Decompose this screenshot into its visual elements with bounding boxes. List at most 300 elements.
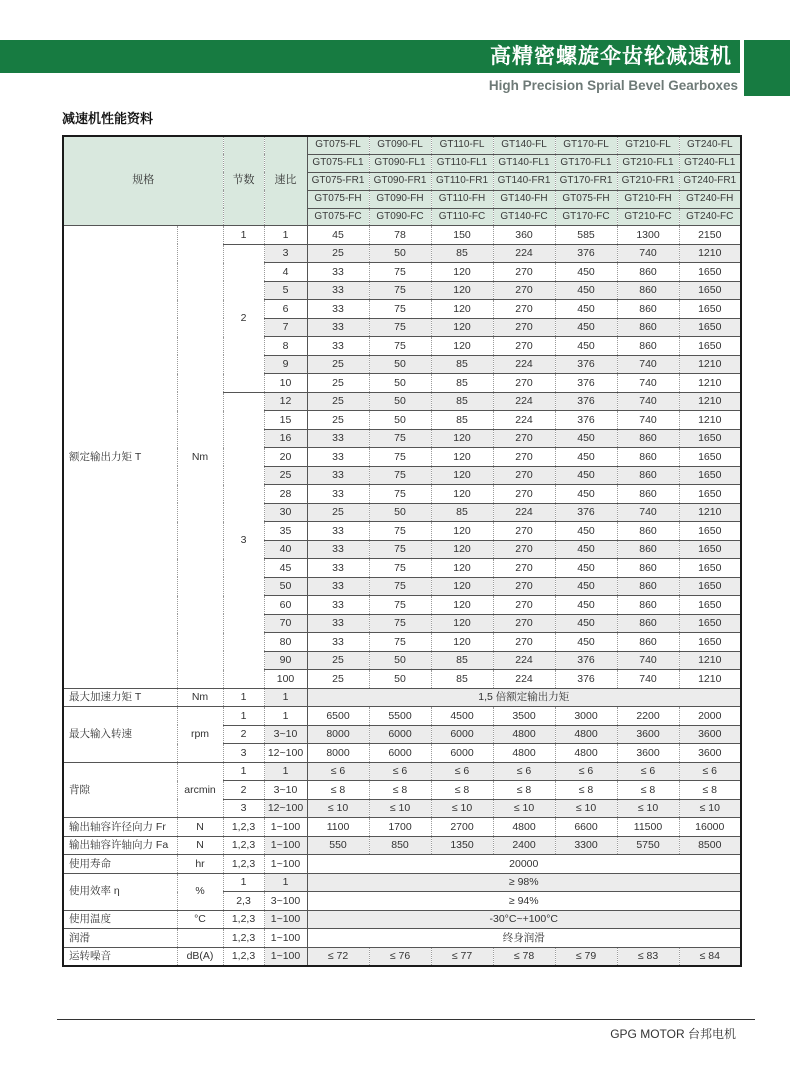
value-cell: 75 <box>369 448 431 467</box>
spec-unit-cell: N <box>177 818 223 837</box>
stages-cell: 3 <box>223 744 264 763</box>
ratio-cell: 10 <box>264 374 307 393</box>
value-cell: 224 <box>493 503 555 522</box>
model-header-cell: GT090-FL1 <box>369 154 431 172</box>
value-cell: 860 <box>617 300 679 319</box>
value-span-cell: 终身润滑 <box>307 929 741 948</box>
value-cell: 376 <box>555 355 617 374</box>
ratio-cell: 15 <box>264 411 307 430</box>
value-cell: 450 <box>555 485 617 504</box>
ratio-cell: 1~100 <box>264 929 307 948</box>
value-cell: 75 <box>369 263 431 282</box>
value-cell: 450 <box>555 300 617 319</box>
value-cell: 120 <box>431 559 493 578</box>
value-cell: 45 <box>307 226 369 245</box>
value-cell: 75 <box>369 522 431 541</box>
value-cell: 50 <box>369 503 431 522</box>
value-cell: 740 <box>617 244 679 263</box>
value-cell: 450 <box>555 448 617 467</box>
value-cell: 120 <box>431 337 493 356</box>
value-cell: ≤ 8 <box>679 781 741 800</box>
stages-cell: 1,2,3 <box>223 818 264 837</box>
banner-corner-block <box>744 40 790 96</box>
value-cell: 1210 <box>679 503 741 522</box>
value-cell: 860 <box>617 337 679 356</box>
value-cell: 224 <box>493 392 555 411</box>
value-cell: 33 <box>307 448 369 467</box>
stages-cell: 1 <box>223 707 264 726</box>
value-cell: 25 <box>307 392 369 411</box>
value-span-cell: ≥ 98% <box>307 873 741 892</box>
value-cell: 270 <box>493 374 555 393</box>
value-cell: 376 <box>555 670 617 689</box>
spec-name-cell: 润滑 <box>63 929 177 948</box>
value-cell: ≤ 8 <box>555 781 617 800</box>
stages-cell: 1 <box>223 762 264 781</box>
value-cell: 50 <box>369 651 431 670</box>
value-cell: 8000 <box>307 744 369 763</box>
value-cell: 5500 <box>369 707 431 726</box>
value-cell: 50 <box>369 411 431 430</box>
value-cell: ≤ 6 <box>307 762 369 781</box>
value-cell: 450 <box>555 633 617 652</box>
value-cell: ≤ 10 <box>307 799 369 818</box>
value-cell: 450 <box>555 540 617 559</box>
value-cell: 740 <box>617 411 679 430</box>
ratio-cell: 1 <box>264 226 307 245</box>
value-cell: 270 <box>493 429 555 448</box>
value-cell: 224 <box>493 355 555 374</box>
value-cell: 3300 <box>555 836 617 855</box>
spec-name-cell: 额定输出力矩 T <box>63 226 177 689</box>
value-cell: 1650 <box>679 337 741 356</box>
value-cell: 33 <box>307 300 369 319</box>
model-header-cell: GT170-FL <box>555 136 617 154</box>
ratio-cell: 9 <box>264 355 307 374</box>
value-cell: 25 <box>307 244 369 263</box>
value-cell: 270 <box>493 485 555 504</box>
value-cell: 150 <box>431 226 493 245</box>
stages-cell: 1,2,3 <box>223 929 264 948</box>
value-cell: 33 <box>307 577 369 596</box>
value-cell: 120 <box>431 466 493 485</box>
model-header-cell: GT075-FR1 <box>307 172 369 190</box>
value-cell: ≤ 10 <box>431 799 493 818</box>
value-cell: ≤ 6 <box>617 762 679 781</box>
value-cell: 740 <box>617 374 679 393</box>
value-cell: 376 <box>555 244 617 263</box>
ratio-cell: 1~100 <box>264 818 307 837</box>
value-cell: 1650 <box>679 596 741 615</box>
value-cell: ≤ 79 <box>555 947 617 966</box>
value-cell: 33 <box>307 633 369 652</box>
value-cell: 450 <box>555 522 617 541</box>
value-cell: 1350 <box>431 836 493 855</box>
value-cell: 1650 <box>679 540 741 559</box>
value-cell: 270 <box>493 540 555 559</box>
value-cell: 75 <box>369 614 431 633</box>
model-header-cell: GT210-FL1 <box>617 154 679 172</box>
value-cell: ≤ 10 <box>555 799 617 818</box>
value-cell: 3000 <box>555 707 617 726</box>
ratio-cell: 50 <box>264 577 307 596</box>
spec-name-cell: 最大加速力矩 T <box>63 688 177 707</box>
value-cell: 860 <box>617 522 679 541</box>
model-header-cell: GT170-FC <box>555 208 617 226</box>
value-cell: ≤ 8 <box>431 781 493 800</box>
model-header-cell: GT210-FL <box>617 136 679 154</box>
ratio-cell: 7 <box>264 318 307 337</box>
value-cell: 120 <box>431 429 493 448</box>
value-cell: 270 <box>493 614 555 633</box>
model-header-cell: GT090-FR1 <box>369 172 431 190</box>
value-cell: 120 <box>431 577 493 596</box>
value-cell: 25 <box>307 670 369 689</box>
model-header-cell: GT140-FL1 <box>493 154 555 172</box>
model-header-cell: GT110-FL <box>431 136 493 154</box>
model-header-cell: GT210-FH <box>617 190 679 208</box>
value-cell: 75 <box>369 318 431 337</box>
model-header-cell: GT240-FL <box>679 136 741 154</box>
value-cell: 1210 <box>679 392 741 411</box>
ratio-cell: 70 <box>264 614 307 633</box>
model-header-cell: GT240-FH <box>679 190 741 208</box>
value-cell: 75 <box>369 337 431 356</box>
value-cell: 224 <box>493 670 555 689</box>
value-cell: 6600 <box>555 818 617 837</box>
value-cell: ≤ 8 <box>307 781 369 800</box>
ratio-cell: 1~100 <box>264 836 307 855</box>
value-cell: 740 <box>617 355 679 374</box>
value-cell: ≤ 10 <box>617 799 679 818</box>
value-cell: 270 <box>493 318 555 337</box>
value-cell: 376 <box>555 503 617 522</box>
value-cell: 1650 <box>679 559 741 578</box>
value-cell: 75 <box>369 596 431 615</box>
value-cell: 860 <box>617 263 679 282</box>
value-cell: 120 <box>431 485 493 504</box>
value-cell: 75 <box>369 281 431 300</box>
value-cell: 25 <box>307 355 369 374</box>
spec-unit-cell: Nm <box>177 688 223 707</box>
ratio-cell: 40 <box>264 540 307 559</box>
value-cell: 75 <box>369 429 431 448</box>
value-cell: 33 <box>307 522 369 541</box>
value-cell: 2400 <box>493 836 555 855</box>
value-cell: 270 <box>493 522 555 541</box>
stages-column-header: 节数 <box>223 136 264 226</box>
spec-unit-cell: % <box>177 873 223 910</box>
value-cell: 450 <box>555 263 617 282</box>
ratio-cell: 20 <box>264 448 307 467</box>
value-cell: ≤ 8 <box>493 781 555 800</box>
value-cell: 75 <box>369 485 431 504</box>
value-cell: 270 <box>493 448 555 467</box>
value-cell: 33 <box>307 485 369 504</box>
value-cell: 450 <box>555 559 617 578</box>
value-cell: 860 <box>617 485 679 504</box>
value-cell: 860 <box>617 577 679 596</box>
stages-cell: 1,2,3 <box>223 836 264 855</box>
ratio-cell: 1 <box>264 873 307 892</box>
spec-column-header: 规格 <box>63 136 223 226</box>
value-cell: 1700 <box>369 818 431 837</box>
value-cell: 120 <box>431 263 493 282</box>
value-cell: 860 <box>617 429 679 448</box>
spec-name-cell: 使用效率 η <box>63 873 177 910</box>
ratio-cell: 60 <box>264 596 307 615</box>
spec-name-cell: 输出轴容许轴向力 Fa <box>63 836 177 855</box>
model-header-cell: GT170-FL1 <box>555 154 617 172</box>
value-cell: 1210 <box>679 670 741 689</box>
value-cell: 860 <box>617 318 679 337</box>
value-cell: 120 <box>431 522 493 541</box>
banner-green-bar <box>0 40 740 73</box>
value-cell: 740 <box>617 503 679 522</box>
table-header <box>63 136 741 226</box>
section-title: 减速机性能资料 <box>62 111 154 126</box>
value-cell: 33 <box>307 429 369 448</box>
model-header-cell: GT090-FL <box>369 136 431 154</box>
ratio-cell: 100 <box>264 670 307 689</box>
value-cell: 25 <box>307 651 369 670</box>
value-cell: 33 <box>307 263 369 282</box>
ratio-cell: 1~100 <box>264 855 307 874</box>
value-cell: 120 <box>431 540 493 559</box>
ratio-cell: 1 <box>264 762 307 781</box>
value-cell: 85 <box>431 411 493 430</box>
ratio-cell: 12~100 <box>264 744 307 763</box>
value-cell: 85 <box>431 670 493 689</box>
value-cell: 120 <box>431 596 493 615</box>
page-subtitle: High Precision Sprial Bevel Gearboxes <box>488 78 738 93</box>
spec-table-container <box>62 135 742 967</box>
value-cell: 120 <box>431 448 493 467</box>
value-cell: 1650 <box>679 466 741 485</box>
value-cell: 270 <box>493 559 555 578</box>
value-cell: 11500 <box>617 818 679 837</box>
spec-unit-cell <box>177 929 223 948</box>
value-cell: 120 <box>431 300 493 319</box>
stages-cell: 2 <box>223 781 264 800</box>
value-cell: 4800 <box>493 744 555 763</box>
spec-unit-cell: °C <box>177 910 223 929</box>
value-cell: 450 <box>555 429 617 448</box>
ratio-cell: 4 <box>264 263 307 282</box>
value-cell: 450 <box>555 318 617 337</box>
value-cell: 850 <box>369 836 431 855</box>
value-cell: 33 <box>307 540 369 559</box>
value-cell: 3500 <box>493 707 555 726</box>
ratio-cell: 1~100 <box>264 910 307 929</box>
value-cell: 860 <box>617 281 679 300</box>
value-cell: 450 <box>555 614 617 633</box>
value-cell: 50 <box>369 355 431 374</box>
stages-cell: 3 <box>223 799 264 818</box>
value-cell: 376 <box>555 392 617 411</box>
value-cell: ≤ 8 <box>369 781 431 800</box>
value-cell: 450 <box>555 596 617 615</box>
performance-spec-table <box>62 135 742 967</box>
value-cell: ≤ 8 <box>617 781 679 800</box>
value-cell: 50 <box>369 374 431 393</box>
model-header-cell: GT110-FL1 <box>431 154 493 172</box>
ratio-cell: 90 <box>264 651 307 670</box>
value-cell: 2000 <box>679 707 741 726</box>
ratio-column-header: 速比 <box>264 136 307 226</box>
value-cell: 75 <box>369 559 431 578</box>
ratio-cell: 6 <box>264 300 307 319</box>
value-cell: ≤ 76 <box>369 947 431 966</box>
stages-cell: 1,2,3 <box>223 947 264 966</box>
ratio-cell: 3 <box>264 244 307 263</box>
value-cell: 740 <box>617 670 679 689</box>
value-cell: 860 <box>617 596 679 615</box>
ratio-cell: 28 <box>264 485 307 504</box>
value-cell: 224 <box>493 244 555 263</box>
value-cell: 8000 <box>307 725 369 744</box>
value-cell: 2200 <box>617 707 679 726</box>
table-body <box>63 226 741 967</box>
value-cell: 860 <box>617 633 679 652</box>
model-header-cell: GT110-FH <box>431 190 493 208</box>
ratio-cell: 5 <box>264 281 307 300</box>
value-cell: 1210 <box>679 411 741 430</box>
value-cell: 1210 <box>679 355 741 374</box>
spec-name-cell: 最大输入转速 <box>63 707 177 763</box>
value-cell: 85 <box>431 355 493 374</box>
value-cell: 1650 <box>679 300 741 319</box>
value-cell: 120 <box>431 633 493 652</box>
value-cell: 270 <box>493 281 555 300</box>
value-cell: 1650 <box>679 318 741 337</box>
stages-cell: 1 <box>223 873 264 892</box>
value-cell: ≤ 83 <box>617 947 679 966</box>
value-cell: ≤ 72 <box>307 947 369 966</box>
stages-cell: 1,2,3 <box>223 855 264 874</box>
spec-name-cell: 使用寿命 <box>63 855 177 874</box>
value-cell: 25 <box>307 503 369 522</box>
model-header-cell: GT240-FL1 <box>679 154 741 172</box>
spec-name-cell: 运转噪音 <box>63 947 177 966</box>
stages-cell: 3 <box>223 392 264 688</box>
value-span-cell: 1,5 倍额定输出力矩 <box>307 688 741 707</box>
ratio-cell: 12 <box>264 392 307 411</box>
spec-unit-cell: arcmin <box>177 762 223 818</box>
model-header-cell: GT240-FR1 <box>679 172 741 190</box>
value-cell: 270 <box>493 466 555 485</box>
ratio-cell: 80 <box>264 633 307 652</box>
stages-cell: 2 <box>223 244 264 392</box>
value-cell: 860 <box>617 559 679 578</box>
value-cell: 1650 <box>679 522 741 541</box>
value-cell: 860 <box>617 540 679 559</box>
value-span-cell: ≥ 94% <box>307 892 741 911</box>
value-cell: 224 <box>493 651 555 670</box>
value-cell: 33 <box>307 596 369 615</box>
spec-unit-cell: rpm <box>177 707 223 763</box>
value-cell: 33 <box>307 559 369 578</box>
value-cell: ≤ 6 <box>493 762 555 781</box>
model-header-cell: GT075-FL <box>307 136 369 154</box>
value-cell: 120 <box>431 614 493 633</box>
value-cell: ≤ 78 <box>493 947 555 966</box>
value-cell: 1100 <box>307 818 369 837</box>
value-cell: 270 <box>493 337 555 356</box>
model-header-cell: GT170-FR1 <box>555 172 617 190</box>
value-cell: 3600 <box>617 744 679 763</box>
value-cell: 270 <box>493 263 555 282</box>
value-cell: ≤ 10 <box>493 799 555 818</box>
model-header-cell: GT075-FL1 <box>307 154 369 172</box>
value-cell: 75 <box>369 540 431 559</box>
value-cell: 75 <box>369 466 431 485</box>
value-cell: 8500 <box>679 836 741 855</box>
value-cell: 1650 <box>679 577 741 596</box>
value-cell: 85 <box>431 503 493 522</box>
ratio-cell: 1 <box>264 688 307 707</box>
model-header-cell: GT110-FR1 <box>431 172 493 190</box>
value-cell: 360 <box>493 226 555 245</box>
value-cell: 450 <box>555 281 617 300</box>
stages-cell: 1 <box>223 688 264 707</box>
spec-name-cell: 输出轴容许径向力 Fr <box>63 818 177 837</box>
value-cell: 75 <box>369 300 431 319</box>
value-cell: 25 <box>307 374 369 393</box>
spec-unit-cell: hr <box>177 855 223 874</box>
value-cell: 6000 <box>369 744 431 763</box>
value-cell: ≤ 10 <box>369 799 431 818</box>
value-cell: 1210 <box>679 651 741 670</box>
value-cell: 33 <box>307 337 369 356</box>
value-cell: 25 <box>307 411 369 430</box>
value-cell: 1650 <box>679 614 741 633</box>
value-cell: 585 <box>555 226 617 245</box>
value-cell: 4500 <box>431 707 493 726</box>
value-cell: 50 <box>369 244 431 263</box>
value-cell: 6000 <box>431 725 493 744</box>
value-cell: 550 <box>307 836 369 855</box>
model-header-cell: GT075-FH <box>555 190 617 208</box>
value-cell: 1210 <box>679 244 741 263</box>
model-header-cell: GT140-FL <box>493 136 555 154</box>
value-cell: ≤ 6 <box>369 762 431 781</box>
value-cell: 6500 <box>307 707 369 726</box>
spec-unit-cell: N <box>177 836 223 855</box>
value-cell: 85 <box>431 392 493 411</box>
value-cell: 16000 <box>679 818 741 837</box>
value-cell: 1210 <box>679 374 741 393</box>
model-header-cell: GT240-FC <box>679 208 741 226</box>
value-cell: 270 <box>493 633 555 652</box>
model-header-cell: GT210-FR1 <box>617 172 679 190</box>
stages-cell: 2,3 <box>223 892 264 911</box>
ratio-cell: 3~10 <box>264 725 307 744</box>
value-cell: 4800 <box>493 725 555 744</box>
value-cell: 860 <box>617 466 679 485</box>
value-cell: 376 <box>555 374 617 393</box>
value-cell: 75 <box>369 633 431 652</box>
value-cell: 224 <box>493 411 555 430</box>
value-cell: ≤ 6 <box>555 762 617 781</box>
value-cell: 1650 <box>679 633 741 652</box>
value-cell: 1650 <box>679 448 741 467</box>
value-cell: 50 <box>369 670 431 689</box>
value-cell: 1650 <box>679 429 741 448</box>
model-header-cell: GT110-FC <box>431 208 493 226</box>
value-cell: 6000 <box>369 725 431 744</box>
value-cell: 376 <box>555 411 617 430</box>
